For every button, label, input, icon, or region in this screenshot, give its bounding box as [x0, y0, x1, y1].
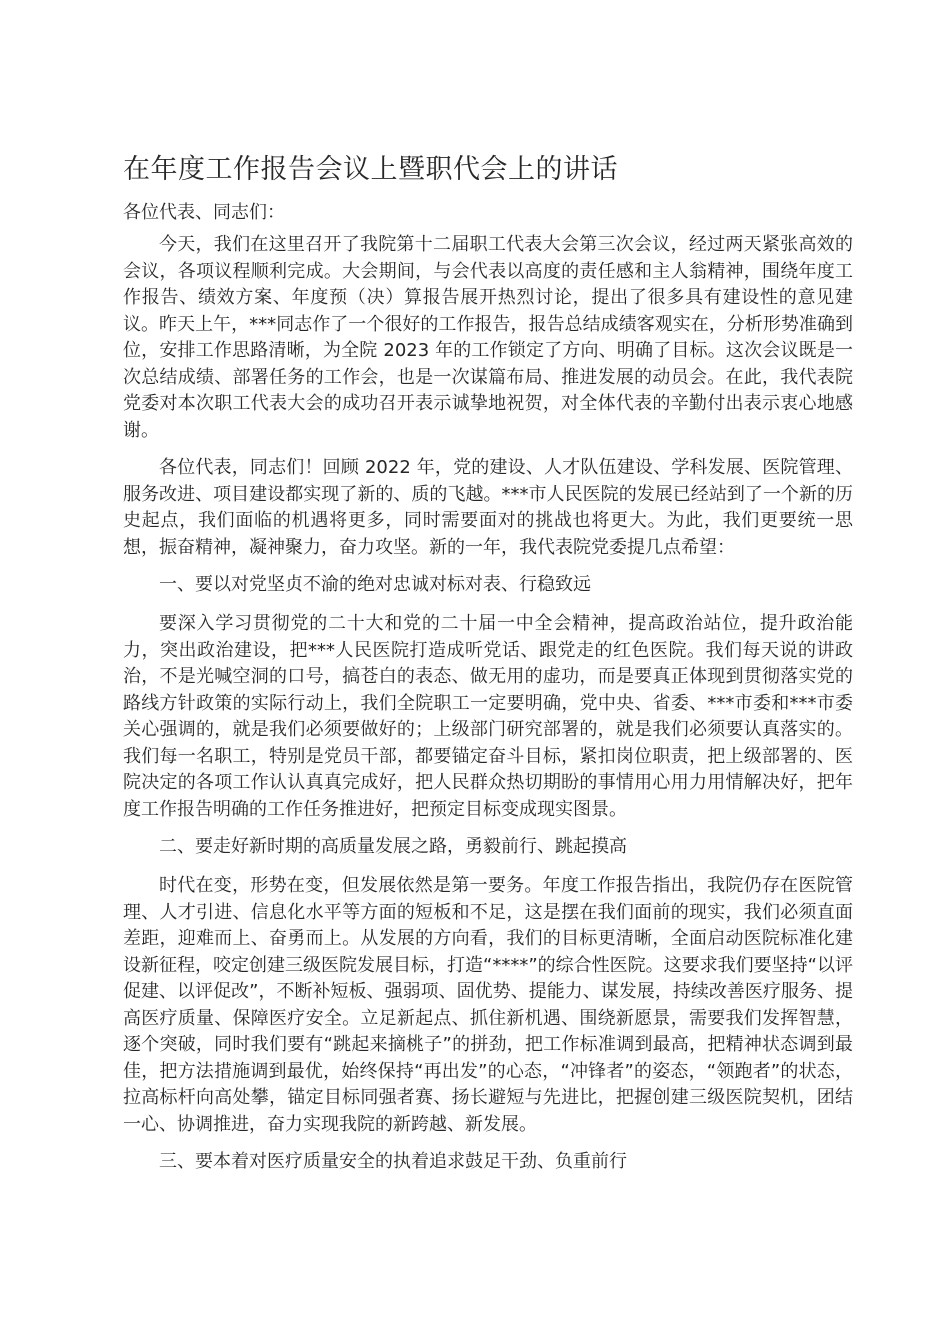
paragraph-opening: 今天，我们在这里召开了我院第十二届职工代表大会第三次会议，经过两天紧张高效的会议，各项议程顺利完成。大会期间，与会代表以高度的责任感和主人翁精神，围绕年度工作报告、绩效方案、年度预（决）算报告展开热烈讨论，提出了很多具有建设性的意见建议。昨天上午，***同志作了一个很好的工作报告，报告总结成绩客观实在，分析形势准确到位，安排工作思路清晰，为全院 2023 年的工作锁定了方向、明确了目标。这次会议既是一次总结成绩、部署任务的工作会，也是一次谋篇布局、推进发展的动员会。在此，我代表院党委对本次职工代表大会的成功召开表示诚挚地祝贺，对全体代表的辛勤付出表示衷心地感谢。	[123, 234, 853, 441]
section-heading-3: 三、要本着对医疗质量安全的执着追求鼓足干劲、负重前行	[159, 1151, 627, 1172]
paragraph-section-2: 时代在变，形势在变，但发展依然是第一要务。年度工作报告指出，我院仍存在医院管理、人才引进、信息化水平等方面的短板和不足，这是摆在我们面前的现实，我们必须直面差距，迎难而上、奋勇而上。从发展的方向看，我们的目标更清晰，全面启动医院标准化建设新征程，咬定创建三级医院发展目标，打造“****”的综合性医院。这要求我们要坚持“以评促建、以评促改”，不断补短板、强弱项、固优势、提能力、谋发展，持续改善医疗服务、提高医疗质量、保障医疗安全。立足新起点、抓住新机遇、围绕新愿景，需要我们发挥智慧，逐个突破，同时我们要有“跳起来摘桃子”的拼劲，把工作标准调到最高，把精神状态调到最佳，把方法措施调到最优，始终保持“再出发”的心态，“冲锋者”的姿态，“领跑者”的状态，拉高标杆向高处攀，锚定目标同强者赛、扬长避短与先进比，把握创建三级医院契机，团结一心、协调推进，奋力实现我院的新跨越、新发展。	[123, 875, 853, 1135]
section-heading-2: 二、要走好新时期的高质量发展之路，勇毅前行、跳起摸高	[159, 836, 627, 857]
section-heading-1: 一、要以对党坚贞不渝的绝对忠诚对标对表、行稳致远	[159, 574, 591, 595]
document-page	[123, 150, 853, 1188]
paragraph-review: 各位代表，同志们！回顾 2022 年，党的建设、人才队伍建设、学科发展、医院管理、服务改进、项目建设都实现了新的、质的飞越。***市人民医院的发展已经站到了一个新的历史起点，我们面临的机遇将更多，同时需要面对的挑战也将更大。为此，我们更要统一思想，振奋精神，凝神聚力，奋力攻坚。新的一年，我代表院党委提几点希望：	[123, 457, 853, 558]
paragraph-section-1: 要深入学习贯彻党的二十大和党的二十届一中全会精神，提高政治站位，提升政治能力，突出政治建设，把***人民医院打造成听党话、跟党走的红色医院。我们每天说的讲政治，不是光喊空洞的口号，搞苍白的表态、做无用的虚功，而是要真正体现到贯彻落实党的路线方针政策的实际行动上，我们全院职工一定要明确，党中央、省委、***市委和***市委关心强调的，就是我们必须要做好的；上级部门研究部署的，就是我们必须要认真落实的。我们每一名职工，特别是党员干部，都要锚定奋斗目标，紧扣岗位职责，把上级部署的、医院决定的各项工作认认真真完成好，把人民群众热切期盼的事情用心用力用情解决好，把年度工作报告明确的工作任务推进好，把预定目标变成现实图景。	[123, 613, 853, 820]
salutation: 各位代表、同志们：	[123, 202, 285, 223]
document-title: 在年度工作报告会议上暨职代会上的讲话	[123, 154, 618, 185]
